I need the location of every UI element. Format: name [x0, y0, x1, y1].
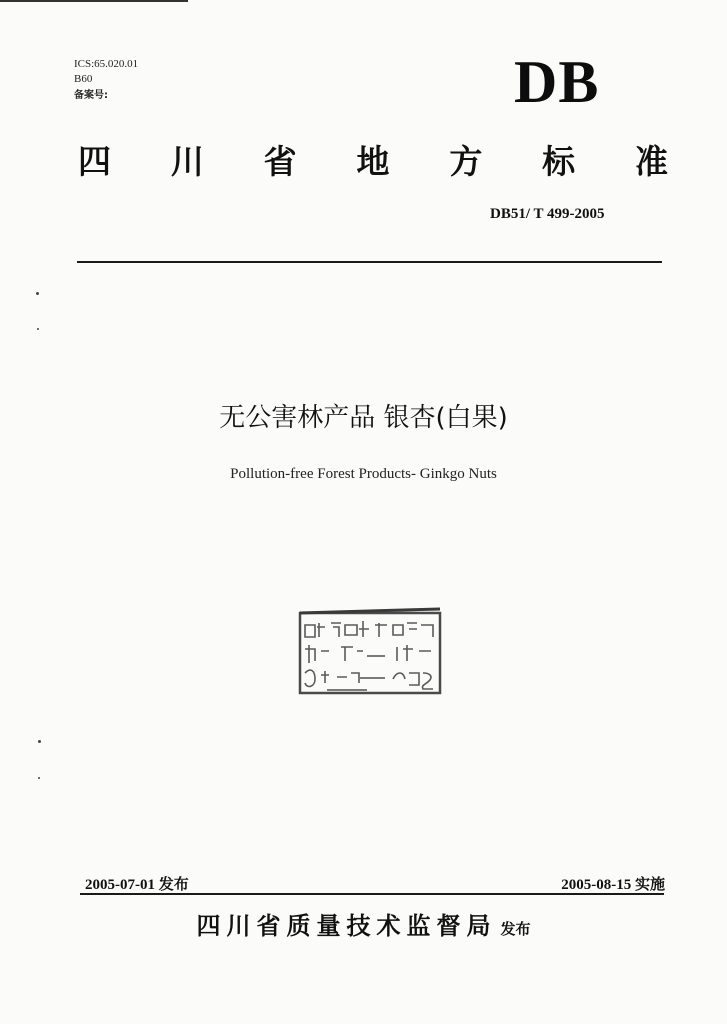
issuer-suffix: 发布	[500, 920, 531, 938]
standard-type-char: 标	[542, 142, 576, 181]
registration-stamp	[297, 607, 446, 699]
standard-type-char: 省	[263, 142, 297, 181]
standard-type-title	[78, 142, 668, 182]
record-number-label: 备案号:	[74, 90, 108, 101]
standard-type-char: 川	[170, 142, 204, 181]
db-standard-mark: DB	[514, 49, 600, 115]
issuer-name: 四川省质量技术监督局	[196, 912, 497, 940]
scan-speck	[37, 328, 39, 330]
ics-code: ICS:65.020.01	[74, 58, 139, 70]
document-title-chinese: 无公害林产品 银杏(白果)	[219, 403, 508, 433]
classification-code: B60	[74, 73, 93, 85]
implementation-date: 2005-08-15 实施	[561, 877, 665, 893]
standard-type-char: 地	[356, 142, 390, 181]
issuing-authority	[0, 910, 727, 945]
standard-number: DB51/ T 499-2005	[490, 206, 605, 222]
scan-speck	[36, 292, 39, 295]
standard-type-char: 四	[78, 142, 111, 181]
header-divider	[77, 261, 662, 263]
document-title-english: Pollution-free Forest Products- Ginkgo Nuts	[230, 466, 497, 482]
scan-speck	[38, 777, 40, 779]
issue-date: 2005-07-01 发布	[85, 877, 189, 893]
footer-divider	[80, 893, 664, 895]
top-edge-rule	[0, 0, 188, 2]
scan-speck	[38, 740, 41, 743]
standard-type-char: 方	[449, 142, 483, 181]
standard-type-char: 准	[634, 142, 668, 181]
